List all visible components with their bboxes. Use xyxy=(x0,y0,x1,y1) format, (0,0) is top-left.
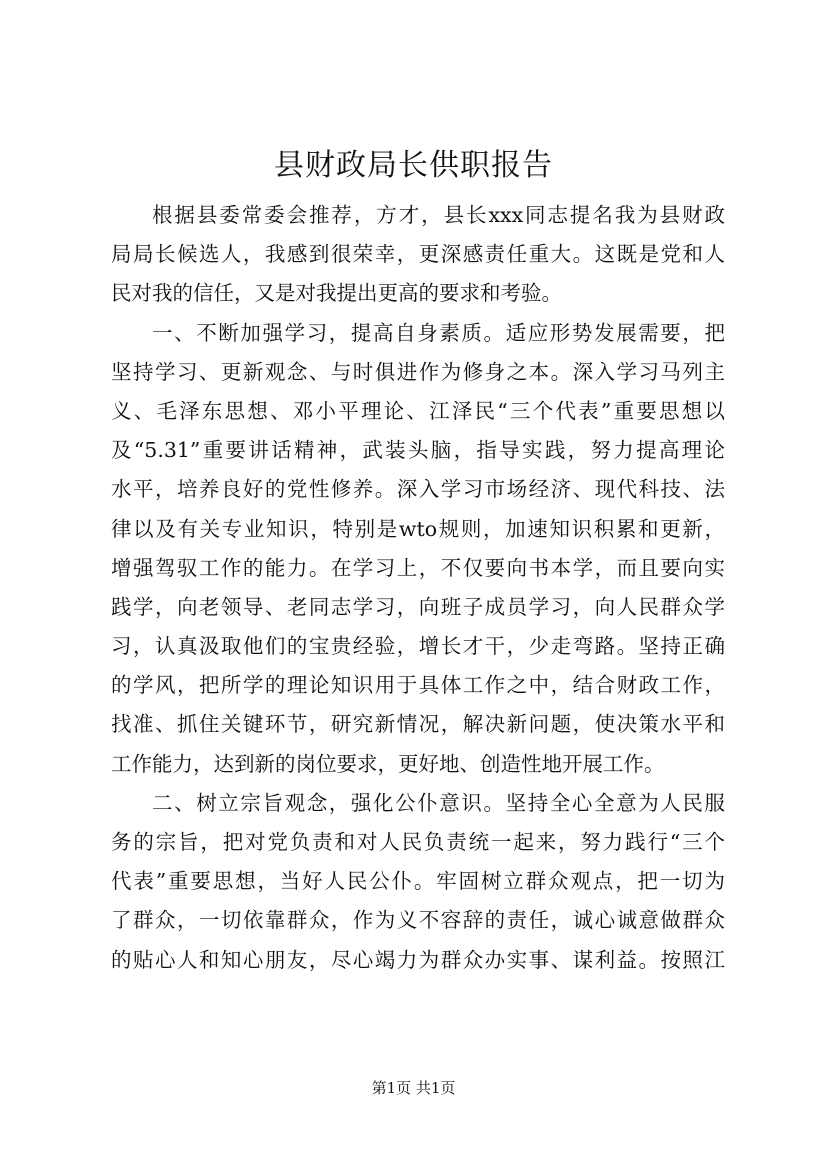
paragraph-line: 的学风，把所学的理论知识用于具体工作之中，结合财政工作， xyxy=(111,673,725,698)
paragraph-line: 一、不断加强学习，提高自身素质。适应形势发展需要，把 xyxy=(152,320,725,345)
paragraph-line: 坚持学习、更新观念、与时俱进作为修身之本。深入学习马列主 xyxy=(111,359,725,384)
paragraph-line: 局局长候选人，我感到很荣幸，更深感责任重大。这既是党和人 xyxy=(111,242,725,267)
paragraph-line: 习，认真汲取他们的宝贵经验，增长才干，少走弯路。坚持正确 xyxy=(111,634,725,659)
paragraph-line: 义、毛泽东思想、邓小平理论、江泽民“三个代表”重要思想以 xyxy=(111,398,725,423)
paragraph-line: 及“5.31”重要讲话精神，武装头脑，指导实践，努力提高理论 xyxy=(111,438,725,463)
document-title: 县财政局长供职报告 xyxy=(274,148,553,183)
paragraph-line: 水平，培养良好的党性修养。深入学习市场经济、现代科技、法 xyxy=(111,477,725,502)
paragraph-line: 了群众，一切依靠群众，作为义不容辞的责任，诚心诚意做群众 xyxy=(111,908,725,933)
paragraph-line: 践学，向老领导、老同志学习，向班子成员学习，向人民群众学 xyxy=(111,594,725,619)
paragraph-line: 代表”重要思想，当好人民公仆。牢固树立群众观点，把一切为 xyxy=(111,869,725,894)
paragraph-line: 二、树立宗旨观念，强化公仆意识。坚持全心全意为人民服 xyxy=(152,790,725,815)
document-body xyxy=(111,196,725,980)
paragraph-line: 增强驾驭工作的能力。在学习上，不仅要向书本学，而且要向实 xyxy=(111,555,725,580)
paragraph-line: 务的宗旨，把对党负责和对人民负责统一起来，努力践行“三个 xyxy=(111,830,725,854)
paragraph-line: 根据县委常委会推荐，方才，县长xxx同志提名我为县财政 xyxy=(152,203,725,227)
paragraph-line: 找准、抓住关键环节，研究新情况，解决新问题，使决策水平和 xyxy=(111,712,725,737)
paragraph-line: 工作能力，达到新的岗位要求，更好地、创造性地开展工作。 xyxy=(111,751,665,776)
page-footer: 第1页 共1页 xyxy=(371,1079,456,1097)
paragraph-line: 律以及有关专业知识，特别是wto规则，加速知识积累和更新， xyxy=(111,516,725,541)
paragraph-line: 的贴心人和知心朋友，尽心竭力为群众办实事、谋利益。按照江 xyxy=(111,947,725,972)
paragraph-line: 民对我的信任，又是对我提出更高的要求和考验。 xyxy=(111,281,562,306)
